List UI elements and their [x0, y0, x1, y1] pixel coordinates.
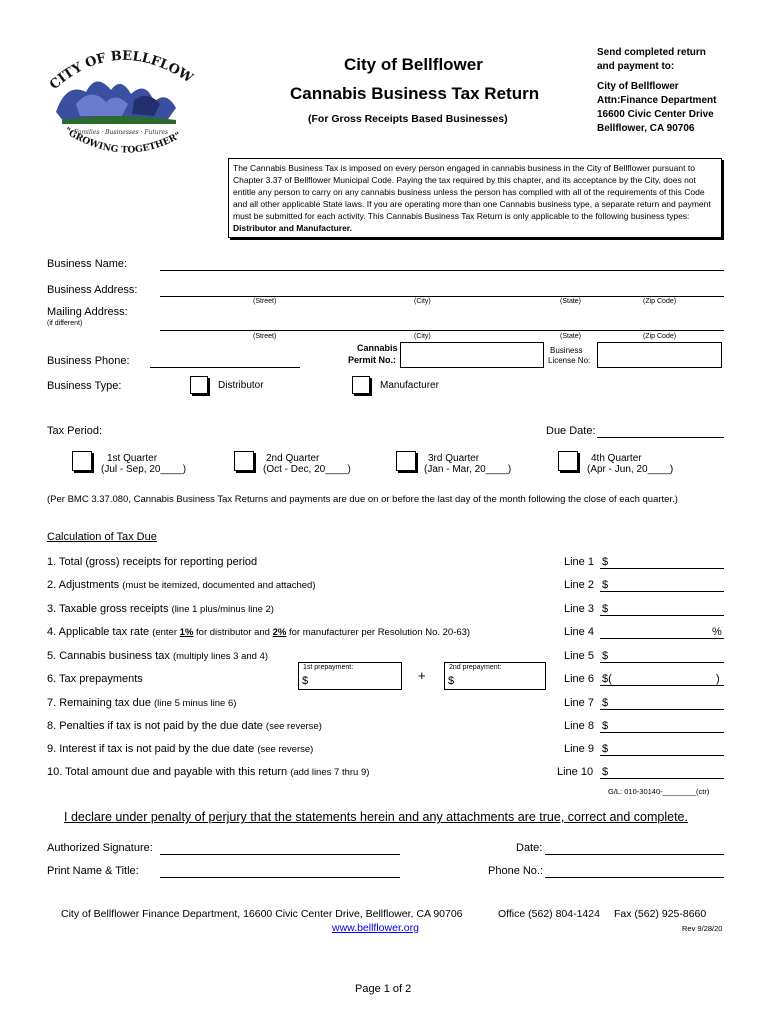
calc-line-6-desc: 6. Tax prepayments	[47, 673, 143, 685]
calc-line-9-main: 9. Interest if tax is not paid by the due date	[47, 743, 258, 755]
line-2-label: Line 2	[564, 579, 594, 591]
address-street-caption: (Street)	[253, 298, 277, 305]
business-phone-label: Business Phone:	[47, 355, 130, 367]
tax-period-note: (Per BMC 3.37.080, Cannabis Business Tax Returns and payments are due on or before the last day of the month following the close of each quarter.)	[47, 494, 678, 505]
line-5-label: Line 5	[564, 650, 594, 662]
calc-line-4-rate-1: 1%	[179, 627, 194, 638]
calc-line-4-rate-2: 2%	[272, 627, 287, 638]
send-to-addr2: Attn:Finance Department	[597, 95, 717, 106]
prepayment-plus: +	[418, 668, 426, 683]
authorized-signature-label: Authorized Signature:	[47, 842, 153, 854]
line-4-percent: %	[712, 626, 722, 638]
website-link[interactable]: www.bellflower.org	[332, 922, 419, 934]
line-6-close: )	[716, 673, 720, 685]
cannabis-permit-input[interactable]	[400, 342, 544, 368]
quarter-4-checkbox[interactable]	[558, 451, 578, 471]
logo-arc-text: CITY OF BELLFLOW	[46, 48, 196, 93]
mailing-if-different: (if different)	[47, 320, 83, 327]
distributor-checkbox[interactable]	[190, 376, 208, 394]
print-name-field[interactable]	[160, 877, 400, 878]
prepayment-2-dollar: $	[448, 675, 455, 687]
line-5-field[interactable]	[600, 662, 724, 663]
line-9-field[interactable]	[600, 755, 724, 756]
page-number: Page 1 of 2	[355, 983, 412, 995]
line-7-label: Line 7	[564, 697, 594, 709]
business-license-input[interactable]	[597, 342, 722, 368]
line-8-dollar: $	[602, 720, 609, 732]
calc-line-2-note: (must be itemized, documented and attached)	[122, 580, 316, 591]
line-8-label: Line 8	[564, 720, 594, 732]
quarter-1-checkbox[interactable]	[72, 451, 92, 471]
calc-line-9-note: (see reverse)	[257, 744, 314, 755]
line-1-field[interactable]	[600, 568, 724, 569]
calc-line-8-desc	[47, 720, 322, 732]
calc-line-2-main: 2. Adjustments	[47, 579, 123, 591]
phone-no-label: Phone No.:	[488, 865, 544, 877]
logo-bottom-text: "GROWING TOGETHER"	[62, 126, 183, 156]
line-6-label: Line 6	[564, 673, 594, 685]
business-type-label: Business Type:	[47, 380, 122, 392]
calc-heading: Calculation of Tax Due	[47, 531, 157, 543]
business-license-label-2: License No:	[548, 356, 591, 365]
quarter-4-name: 4th Quarter	[591, 453, 642, 464]
line-9-dollar: $	[602, 743, 609, 755]
city-logo	[36, 42, 196, 162]
date-field[interactable]	[545, 854, 724, 855]
line-7-field[interactable]	[600, 709, 724, 710]
distributor-label: Distributor	[218, 380, 264, 391]
mailing-address-label: Mailing Address:	[47, 306, 128, 318]
line-10-field[interactable]	[600, 778, 724, 779]
line-8-field[interactable]	[600, 732, 724, 733]
notice-text: The Cannabis Business Tax is imposed on every person engaged in cannabis business in the City of Bellflower pursuant to Chapter 3.37 of Bellflower Municipal Code. Paying the tax required by this chapter, and its acceptance by the City, does not entitle any person to carry on any cannabis business unless the person has complied with all of the requirements of this Code and all other applicable State laws. If you are operating more than one Cannabis business type, a separate return and payment must be submitted for each activity. This Cannabis Business Tax Return is only applicable to the following business types:	[233, 163, 711, 221]
header-city: City of Bellflower	[344, 55, 483, 74]
calc-line-5-note: (multiply lines 3 and 4)	[172, 651, 269, 662]
line-7-dollar: $	[602, 697, 609, 709]
line-3-field[interactable]	[600, 615, 724, 616]
line-6-open: $(	[602, 673, 612, 685]
business-license-label-1: Business	[550, 346, 583, 355]
address-state-caption: (State)	[560, 298, 582, 305]
line-10-dollar: $	[602, 766, 609, 778]
mailing-street-caption: (Street)	[253, 333, 277, 340]
calc-line-10-note: (add lines 7 thru 9)	[290, 767, 370, 778]
calc-line-5-desc	[47, 650, 268, 662]
calc-line-4-desc	[47, 626, 470, 638]
date-label: Date:	[516, 842, 543, 854]
footer-fax: Fax (562) 925-8660	[614, 908, 707, 920]
calc-line-2-desc	[47, 579, 316, 591]
business-address-field[interactable]	[160, 296, 724, 297]
due-date-field[interactable]	[597, 437, 724, 438]
quarter-1-range: (Jul - Sep, 20____)	[101, 464, 187, 475]
calc-line-1-desc: 1. Total (gross) receipts for reporting period	[47, 556, 258, 568]
prepayment-1-dollar: $	[302, 675, 309, 687]
calc-line-3-main: 3. Taxable gross receipts	[47, 603, 172, 615]
quarter-3-name: 3rd Quarter	[428, 453, 480, 464]
line-2-dollar: $	[602, 579, 609, 591]
calc-line-3-desc	[47, 603, 274, 615]
form-subtitle: (For Gross Receipts Based Businesses)	[308, 113, 508, 125]
revision-date: Rev 9/28/20	[682, 924, 723, 933]
quarter-2-range: (Oct - Dec, 20____)	[263, 464, 351, 475]
phone-no-field[interactable]	[545, 877, 724, 878]
send-to-line1: Send completed return	[597, 47, 706, 58]
business-name-label: Business Name:	[47, 258, 128, 270]
line-3-dollar: $	[602, 603, 609, 615]
send-to-addr3: 16600 Civic Center Drive	[597, 109, 714, 120]
line-9-label: Line 9	[564, 743, 594, 755]
footer-address: City of Bellflower Finance Department, 16600 Civic Center Drive, Bellflower, CA 90706	[61, 908, 463, 920]
calc-line-5-main: 5. Cannabis business tax	[47, 650, 173, 662]
declaration-text: I declare under penalty of perjury that the statements herein and any attachments are true, correct and complete.	[64, 810, 688, 824]
address-zip-caption: (Zip Code)	[643, 298, 677, 305]
calc-line-10-main: 10. Total amount due and payable with this return	[47, 766, 291, 778]
quarter-3-range: (Jan - Mar, 20____)	[424, 464, 512, 475]
form-title: Cannabis Business Tax Return	[290, 84, 540, 103]
tax-period-label: Tax Period:	[47, 425, 103, 437]
cannabis-permit-label-1: Cannabis	[357, 343, 398, 353]
calc-line-9-desc	[47, 743, 313, 755]
notice-bold: Distributor and Manufacturer.	[233, 223, 353, 233]
print-name-label: Print Name & Title:	[47, 865, 139, 877]
line-5-dollar: $	[602, 650, 609, 662]
line-10-label: Line 10	[557, 766, 594, 778]
calc-line-4-note-a: (enter	[152, 627, 180, 638]
quarter-2-name: 2nd Quarter	[266, 453, 320, 464]
line-1-label: Line 1	[564, 556, 594, 568]
cannabis-permit-label-2: Permit No.:	[348, 355, 397, 365]
mailing-state-caption: (State)	[560, 333, 582, 340]
mailing-zip-caption: (Zip Code)	[643, 333, 677, 340]
send-to-line2: and payment to:	[597, 61, 675, 72]
line-6-field[interactable]	[600, 685, 724, 686]
prepayment-1-label: 1st prepayment:	[303, 664, 354, 671]
business-address-label: Business Address:	[47, 284, 138, 296]
manufacturer-checkbox[interactable]	[352, 376, 370, 394]
calc-line-7-desc	[47, 697, 236, 709]
due-date-label: Due Date:	[546, 425, 596, 437]
logo-tag-text: Families · Businesses · Futures	[74, 129, 169, 136]
calc-line-7-note: (line 5 minus line 6)	[154, 698, 237, 709]
line-4-field[interactable]	[600, 638, 724, 639]
calc-line-4-note-b: for distributor and	[193, 627, 273, 638]
line-1-dollar: $	[602, 556, 609, 568]
send-to-addr4: Bellflower, CA 90706	[597, 123, 695, 134]
calc-line-10-desc	[47, 766, 369, 778]
business-phone-field[interactable]	[150, 367, 300, 368]
line-3-label: Line 3	[564, 603, 594, 615]
quarter-3-checkbox[interactable]	[396, 451, 416, 471]
footer-office: Office (562) 804-1424	[498, 908, 600, 920]
address-city-caption: (City)	[414, 298, 431, 305]
gl-code: G/L: 010-30140-________(ctr)	[608, 787, 710, 796]
notice-box	[228, 158, 722, 238]
calc-line-4-main: 4. Applicable tax rate	[47, 626, 153, 638]
calc-line-4-note-c: for manufacturer per Resolution No. 20-63)	[286, 627, 471, 638]
calc-line-8-main: 8. Penalties if tax is not paid by the due date	[47, 720, 266, 732]
calc-line-8-note: (see reverse)	[265, 721, 322, 732]
line-4-label: Line 4	[564, 626, 594, 638]
manufacturer-label: Manufacturer	[380, 380, 439, 391]
mailing-address-field[interactable]	[160, 330, 724, 331]
quarter-1-name: 1st Quarter	[107, 453, 158, 464]
mailing-city-caption: (City)	[414, 333, 431, 340]
prepayment-2-label: 2nd prepayment:	[449, 664, 502, 671]
quarter-4-range: (Apr - Jun, 20____)	[587, 464, 674, 475]
calc-line-3-note: (line 1 plus/minus line 2)	[171, 604, 274, 615]
quarter-2-checkbox[interactable]	[234, 451, 254, 471]
business-name-field[interactable]	[160, 270, 724, 271]
line-2-field[interactable]	[600, 591, 724, 592]
authorized-signature-field[interactable]	[160, 854, 400, 855]
calc-line-7-main: 7. Remaining tax due	[47, 697, 155, 709]
send-to-addr1: City of Bellflower	[597, 81, 679, 92]
